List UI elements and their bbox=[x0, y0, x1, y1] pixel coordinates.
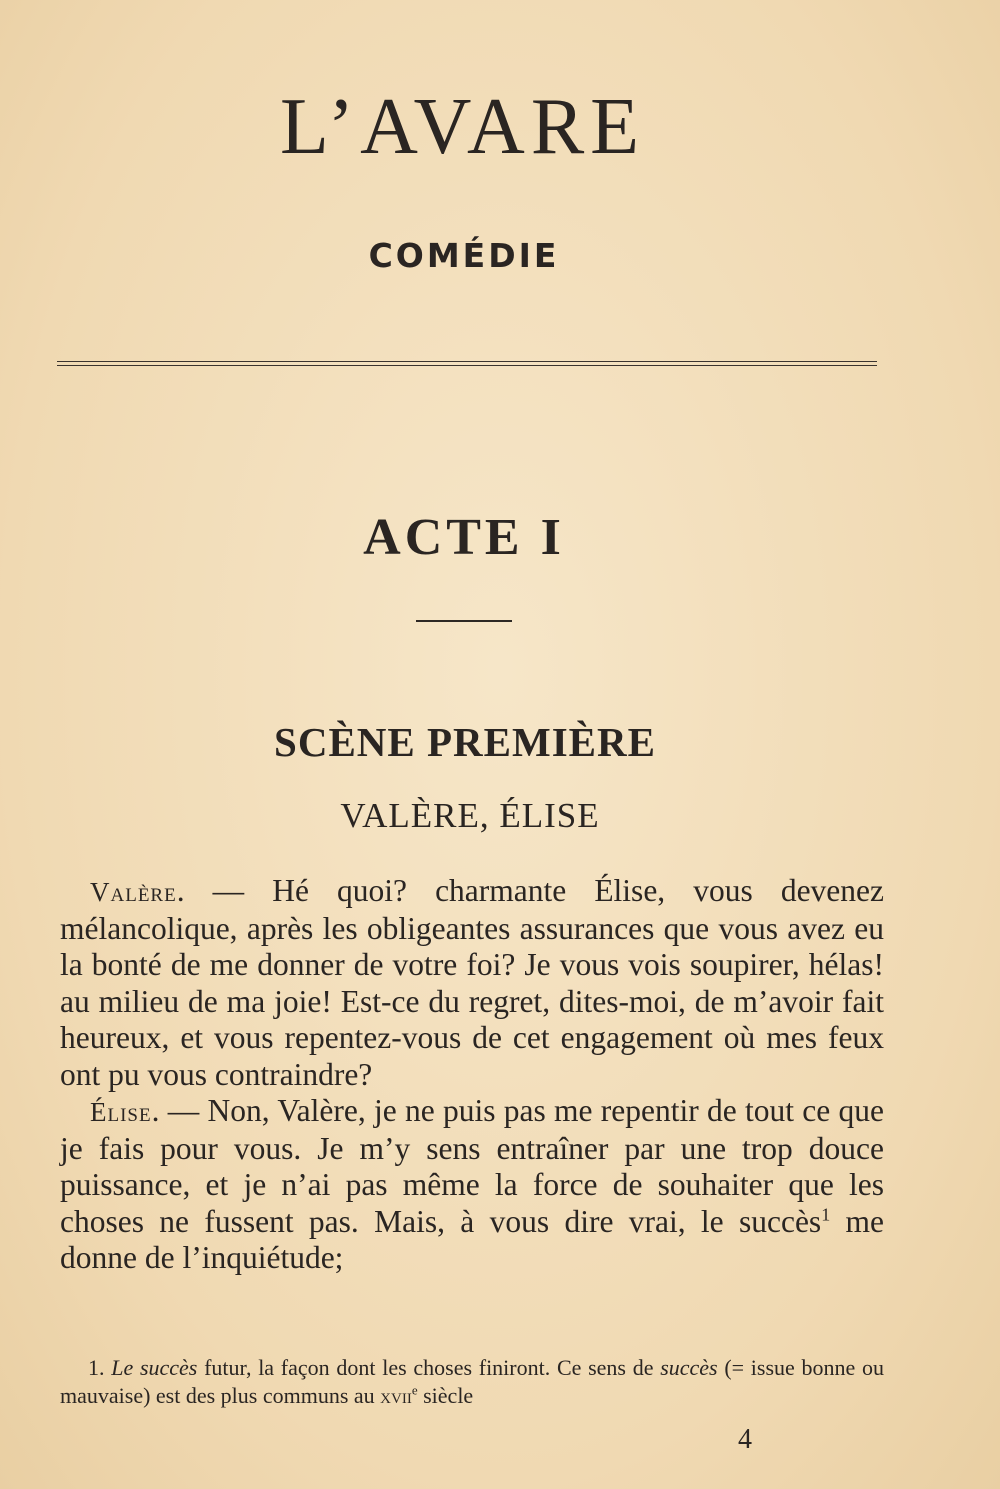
play-genre: COMÉDIE bbox=[368, 236, 560, 275]
footnote-text-part2: (= issue bonne ou mauvaise) est des plus communs au bbox=[60, 1355, 885, 1408]
speaker-separator: . — bbox=[151, 1093, 208, 1128]
play-title: L’AVARE bbox=[279, 83, 646, 171]
scene-characters: VALÈRE, ÉLISE bbox=[340, 796, 600, 835]
footnote-reference[interactable]: 1 bbox=[821, 1204, 831, 1224]
speaker-name: Élise bbox=[90, 1097, 152, 1127]
dialogue-text: Non, Valère, je ne puis pas me repentir de tout ce que je fais pour vous. Je m’y sens entraîner par une trop douce puissance, et je n’ai pas même la force de souhaiter que les choses ne fussent pas. Mais, à vous dire vrai, le succès bbox=[60, 1093, 885, 1239]
speaker-separator: . — bbox=[176, 873, 273, 908]
footnote-text bbox=[60, 1354, 884, 1410]
footnote-text-part3: siècle bbox=[417, 1383, 474, 1408]
page-number: 4 bbox=[738, 1424, 752, 1455]
speaker-name: Valère bbox=[90, 877, 177, 907]
footnote-century-suffix: e bbox=[411, 1382, 418, 1398]
act-divider bbox=[416, 620, 512, 622]
dialogue-body bbox=[60, 873, 884, 1277]
act-heading: ACTE I bbox=[363, 509, 565, 566]
dialogue-text-continued: me donne de l’inquiétude; bbox=[60, 1203, 884, 1275]
dialogue-line bbox=[60, 1093, 884, 1277]
footnote bbox=[60, 1354, 884, 1410]
footnote-text-part1: futur, la façon dont les choses finiront. Ce sens de bbox=[197, 1355, 661, 1380]
footnote-term: Le succès bbox=[111, 1355, 198, 1380]
dialogue-text: Hé quoi? charmante Élise, vous devenez mélancolique, après les obligeantes assurances que vous avez eu la bonté de me donner de votre foi? Je vous vois soupirer, hélas! au milieu de ma joie! Est-ce du regret, dites-moi, de m’avoir fait heureux, et vous repentez-vous de cet engagement où mes feux ont pu vous contraindre? bbox=[60, 873, 884, 1092]
title-divider bbox=[57, 361, 877, 366]
footnote-number: 1. bbox=[88, 1355, 105, 1380]
dialogue-line bbox=[60, 873, 884, 1093]
footnote-term2: succès bbox=[660, 1355, 718, 1380]
scene-heading: SCÈNE PREMIÈRE bbox=[274, 719, 656, 765]
footnote-century: xvii bbox=[380, 1383, 412, 1408]
